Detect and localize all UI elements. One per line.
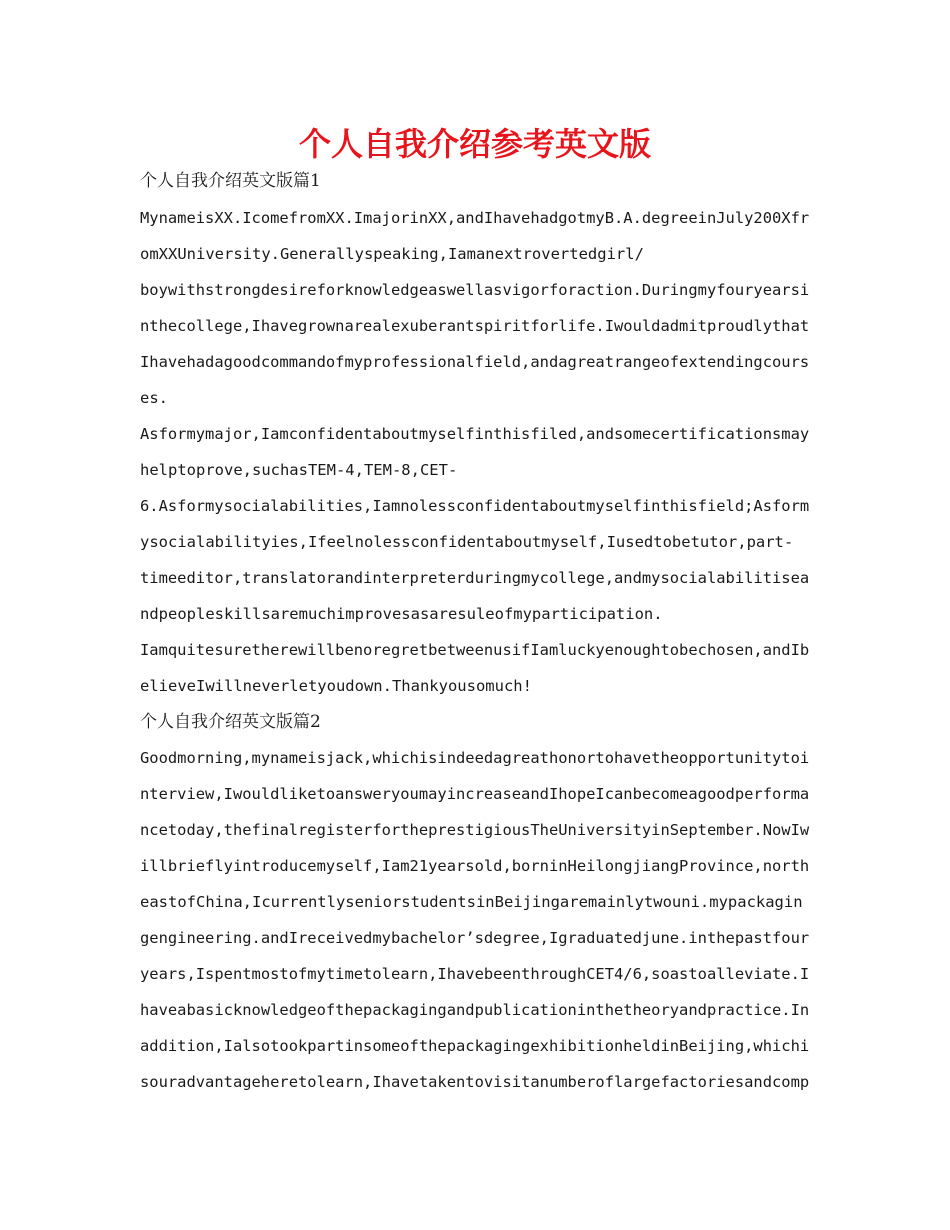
- paragraph-line: MynameisXX.IcomefromXX.ImajorinXX,andIhavehadgotmyB.A.degreeinJuly200Xfr: [140, 209, 810, 227]
- paragraph-line: ncetoday,thefinalregisterfortheprestigiousTheUniversityinSeptember.NowIw: [140, 821, 810, 839]
- paragraph-line: illbrieflyintroducemyself,Iam21yearsold,borninHeilongjiangProvince,north: [140, 857, 810, 875]
- paragraph-line: IamquitesuretherewillbenoregretbetweenusifIamluckyenoughtobechosen,andIb: [140, 641, 810, 659]
- paragraph-line: ndpeopleskillsaremuchimprovesasaresuleofmyparticipation.: [140, 605, 663, 623]
- paragraph-line: souradvantageheretolearn,Ihavetakentovisitanumberoflargefactoriesandcomp: [140, 1073, 810, 1091]
- paragraph-line: eastofChina,IcurrentlyseniorstudentsinBeijingaremainlytwouni.mypackagin: [140, 893, 803, 911]
- document-body: [140, 162, 810, 1100]
- paragraph-line: Goodmorning,mynameisjack,whichisindeedagreathonortohavetheopportunitytoi: [140, 749, 810, 767]
- section-heading-1: 个人自我介绍英文版篇1: [140, 171, 321, 191]
- paragraph-line: nterview,IwouldliketoansweryoumayincreaseandIhopeIcanbecomeagoodperforma: [140, 785, 810, 803]
- paragraph-line: 6.Asformysocialabilities,Iamnolessconfidentaboutmyselfinthisfield;Asform: [140, 497, 810, 515]
- paragraph-line: elieveIwillneverletyoudown.Thankyousomuch!: [140, 677, 532, 695]
- paragraph-line: gengineering.andIreceivedmybachelor’sdegree,Igraduatedjune.inthepastfour: [140, 929, 810, 947]
- paragraph-line: omXXUniversity.Generallyspeaking,Iamanextrovertedgirl/: [140, 245, 644, 263]
- paragraph-line: addition,IalsotookpartinsomeofthepackagingexhibitionheldinBeijing,whichi: [140, 1037, 810, 1055]
- paragraph-line: years,Ispentmostofmytimetolearn,IhavebeenthroughCET4/6,soastoalleviate.I: [140, 965, 810, 983]
- paragraph-line: haveabasicknowledgeofthepackagingandpublicationinthetheoryandpractice.In: [140, 1001, 810, 1019]
- paragraph-line: Ihavehadagoodcommandofmyprofessionalfield,andagreatrangeofextendingcours: [140, 353, 810, 371]
- paragraph-line: es.: [140, 389, 168, 407]
- paragraph-line: boywithstrongdesireforknowledgeaswellasvigorforaction.Duringmyfouryearsi: [140, 281, 810, 299]
- paragraph-line: helptoprove,suchasTEM-4,TEM-8,CET-: [140, 461, 458, 479]
- paragraph-line: nthecollege,Ihavegrownarealexuberantspiritforlife.Iwouldadmitproudlythat: [140, 317, 810, 335]
- paragraph-line: Asformymajor,Iamconfidentaboutmyselfinthisfiled,andsomecertificationsmay: [140, 425, 810, 443]
- section-heading-2: 个人自我介绍英文版篇2: [140, 712, 321, 732]
- paragraph-line: timeeditor,translatorandinterpreterduringmycollege,andmysocialabilitisea: [140, 569, 810, 587]
- paragraph-line: ysocialabilityies,Ifeelnolessconfidentaboutmyself,Iusedtobetutor,part-: [140, 533, 794, 551]
- document-title: 个人自我介绍参考英文版: [298, 125, 651, 163]
